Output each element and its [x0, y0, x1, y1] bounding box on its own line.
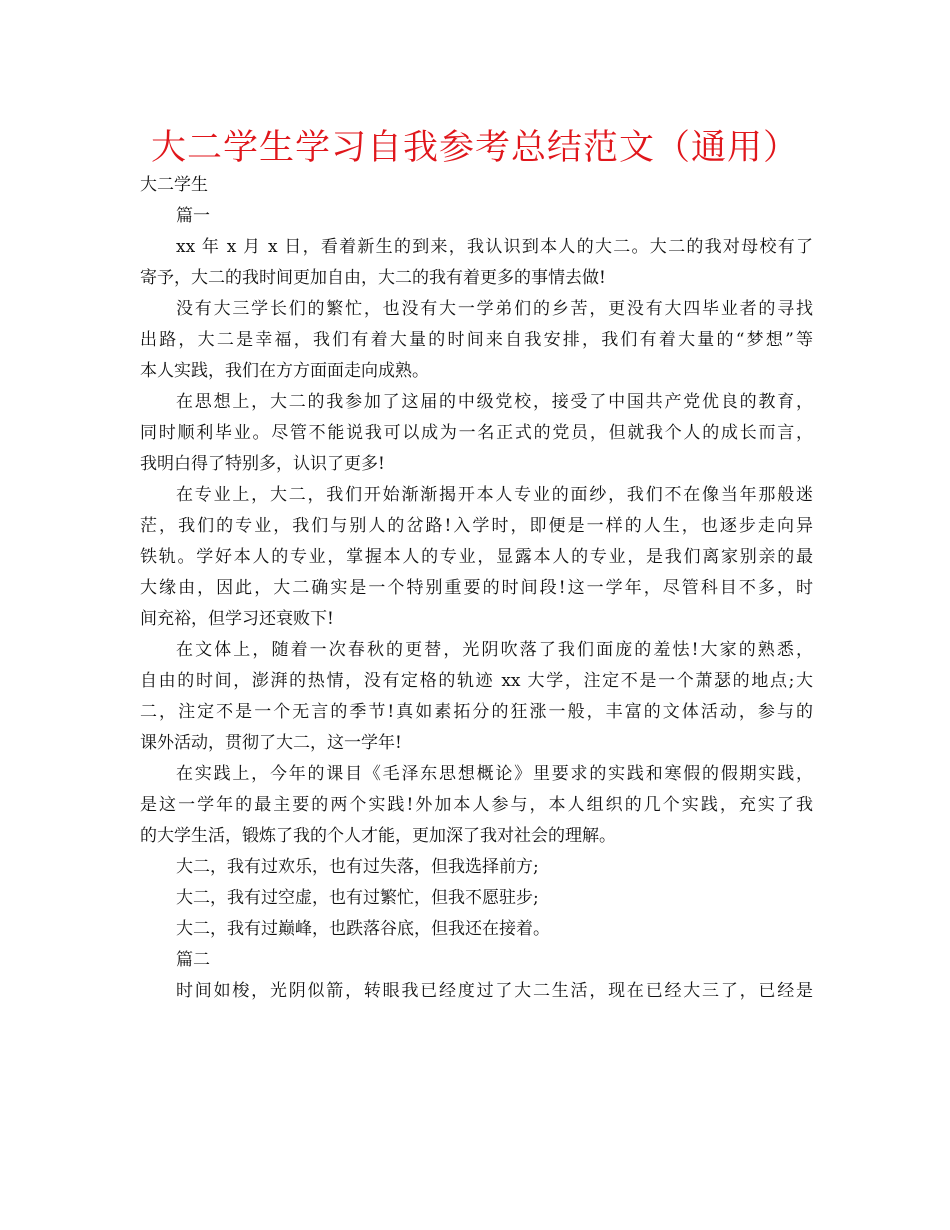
text-line: 出路，大二是幸福，我们有着大量的时间来自我安排，我们有着大量的“梦想”等	[140, 330, 813, 350]
text-line: 大缘由，因此，大二确实是一个特别重要的时间段!这一学年，尽管科目不多，时	[140, 578, 813, 598]
text-line: 时间如梭，光阴似箭，转眼我已经度过了大二生活，现在已经大三了，已经是	[176, 981, 813, 1001]
text-line: 篇二	[176, 950, 210, 970]
text-line: 间充裕，但学习还衰败下!	[140, 609, 334, 629]
text-line: 大二，我有过巅峰，也跌落谷底，但我还在接着。	[176, 919, 550, 939]
text-line: 同时顺利毕业。尽管不能说我可以成为一名正式的党员，但就我个人的成长而言，	[140, 423, 813, 443]
text-line: 铁轨。学好本人的专业，掌握本人的专业，显露本人的专业，是我们离家别亲的最	[140, 547, 813, 567]
text-line: 在文体上，随着一次春秋的更替，光阴吹落了我们面庞的羞怯!大家的熟悉，	[176, 640, 813, 660]
text-line: 在实践上，今年的课目《毛泽东思想概论》里要求的实践和寒假的假期实践，	[176, 764, 813, 784]
document-body	[140, 170, 813, 1007]
text-line: 本人实践，我们在方方面面走向成熟。	[140, 361, 429, 381]
text-line: 的大学生活，锻炼了我的个人才能，更加深了我对社会的理解。	[140, 826, 616, 846]
text-line: 篇一	[176, 206, 210, 226]
text-line: 大二，我有过欢乐，也有过失落，但我选择前方;	[176, 857, 539, 877]
text-line: 我明白得了特别多，认识了更多!	[140, 454, 385, 474]
text-line: 茫，我们的专业，我们与别人的岔路!入学时，即便是一样的人生，也逐步走向异	[140, 516, 813, 536]
text-line: 课外活动，贯彻了大二，这一学年!	[140, 733, 402, 753]
text-line: 是这一学年的最主要的两个实践!外加本人参与，本人组织的几个实践，充实了我	[140, 795, 813, 815]
text-line: xx 年 x 月 x 日，看着新生的到来，我认识到本人的大二。大二的我对母校有了	[176, 237, 813, 257]
text-line: 在思想上，大二的我参加了这届的中级党校，接受了中国共产党优良的教育，	[176, 392, 813, 412]
text-line: 没有大三学长们的繁忙，也没有大一学弟们的乡苦，更没有大四毕业者的寻找	[176, 299, 813, 319]
text-line: 二，注定不是一个无言的季节!真如素拓分的狂涨一般，丰富的文体活动，参与的	[140, 702, 813, 722]
text-line: 寄予，大二的我时间更加自由，大二的我有着更多的事情去做!	[140, 268, 606, 288]
text-line: 大二学生	[140, 175, 208, 195]
text-line: 自由的时间，澎湃的热情，没有定格的轨迹 xx 大学，注定不是一个萧瑟的地点;大	[140, 671, 813, 691]
text-line: 大二，我有过空虚，也有过繁忙，但我不愿驻步;	[176, 888, 539, 908]
document-title: 大二学生学习自我参考总结范文（通用）	[150, 128, 799, 168]
text-line: 在专业上，大二，我们开始渐渐揭开本人专业的面纱，我们不在像当年那般迷	[176, 485, 813, 505]
